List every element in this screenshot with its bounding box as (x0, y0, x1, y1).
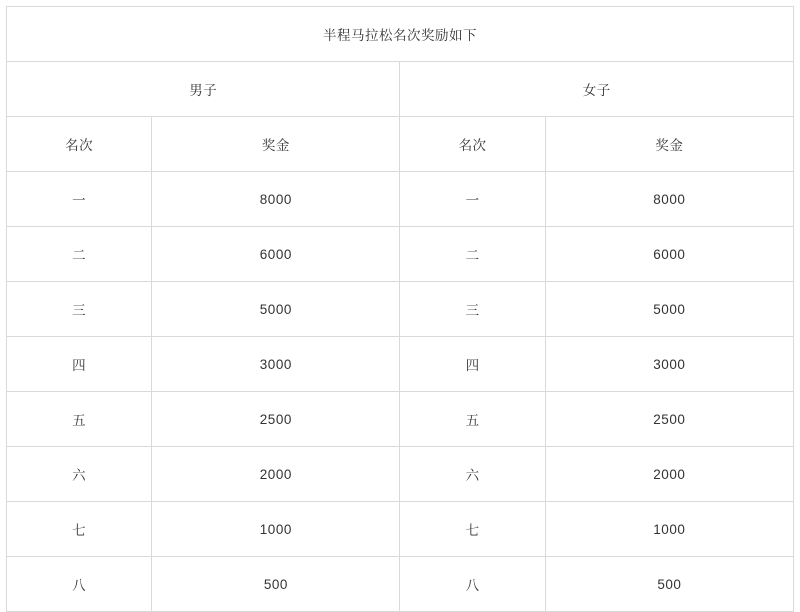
cell-male-prize: 8000 (152, 172, 400, 227)
cell-male-rank: 二 (7, 227, 152, 282)
table-row-title (7, 7, 794, 62)
cell-female-prize: 3000 (545, 337, 793, 392)
cell-male-prize: 2500 (152, 392, 400, 447)
cell-male-prize: 2000 (152, 447, 400, 502)
cell-male-rank: 六 (7, 447, 152, 502)
cell-female-prize: 6000 (545, 227, 793, 282)
column-header-female-prize: 奖金 (545, 117, 793, 172)
cell-male-prize: 500 (152, 557, 400, 612)
cell-male-rank: 八 (7, 557, 152, 612)
cell-male-rank: 一 (7, 172, 152, 227)
table-row (7, 502, 794, 557)
table-row-column-headers (7, 117, 794, 172)
table-row-groups (7, 62, 794, 117)
table-body (7, 7, 794, 612)
group-header-female: 女子 (400, 62, 794, 117)
cell-female-rank: 三 (400, 282, 545, 337)
cell-female-prize: 500 (545, 557, 793, 612)
cell-female-rank: 四 (400, 337, 545, 392)
cell-male-rank: 五 (7, 392, 152, 447)
cell-male-prize: 1000 (152, 502, 400, 557)
cell-female-prize: 2500 (545, 392, 793, 447)
cell-female-rank: 五 (400, 392, 545, 447)
cell-female-rank: 一 (400, 172, 545, 227)
cell-female-prize: 5000 (545, 282, 793, 337)
cell-male-prize: 3000 (152, 337, 400, 392)
table-row (7, 227, 794, 282)
cell-female-prize: 2000 (545, 447, 793, 502)
cell-female-rank: 二 (400, 227, 545, 282)
table-row (7, 282, 794, 337)
cell-male-rank: 三 (7, 282, 152, 337)
cell-male-rank: 七 (7, 502, 152, 557)
cell-male-prize: 6000 (152, 227, 400, 282)
table-row (7, 392, 794, 447)
prize-table (6, 6, 794, 612)
table-row (7, 172, 794, 227)
group-header-male: 男子 (7, 62, 400, 117)
column-header-male-rank: 名次 (7, 117, 152, 172)
table-title: 半程马拉松名次奖励如下 (7, 7, 794, 62)
column-header-female-rank: 名次 (400, 117, 545, 172)
cell-male-rank: 四 (7, 337, 152, 392)
cell-female-rank: 六 (400, 447, 545, 502)
cell-female-rank: 八 (400, 557, 545, 612)
cell-female-prize: 1000 (545, 502, 793, 557)
table-row (7, 447, 794, 502)
cell-female-rank: 七 (400, 502, 545, 557)
column-header-male-prize: 奖金 (152, 117, 400, 172)
table-row (7, 337, 794, 392)
cell-male-prize: 5000 (152, 282, 400, 337)
cell-female-prize: 8000 (545, 172, 793, 227)
table-row (7, 557, 794, 612)
